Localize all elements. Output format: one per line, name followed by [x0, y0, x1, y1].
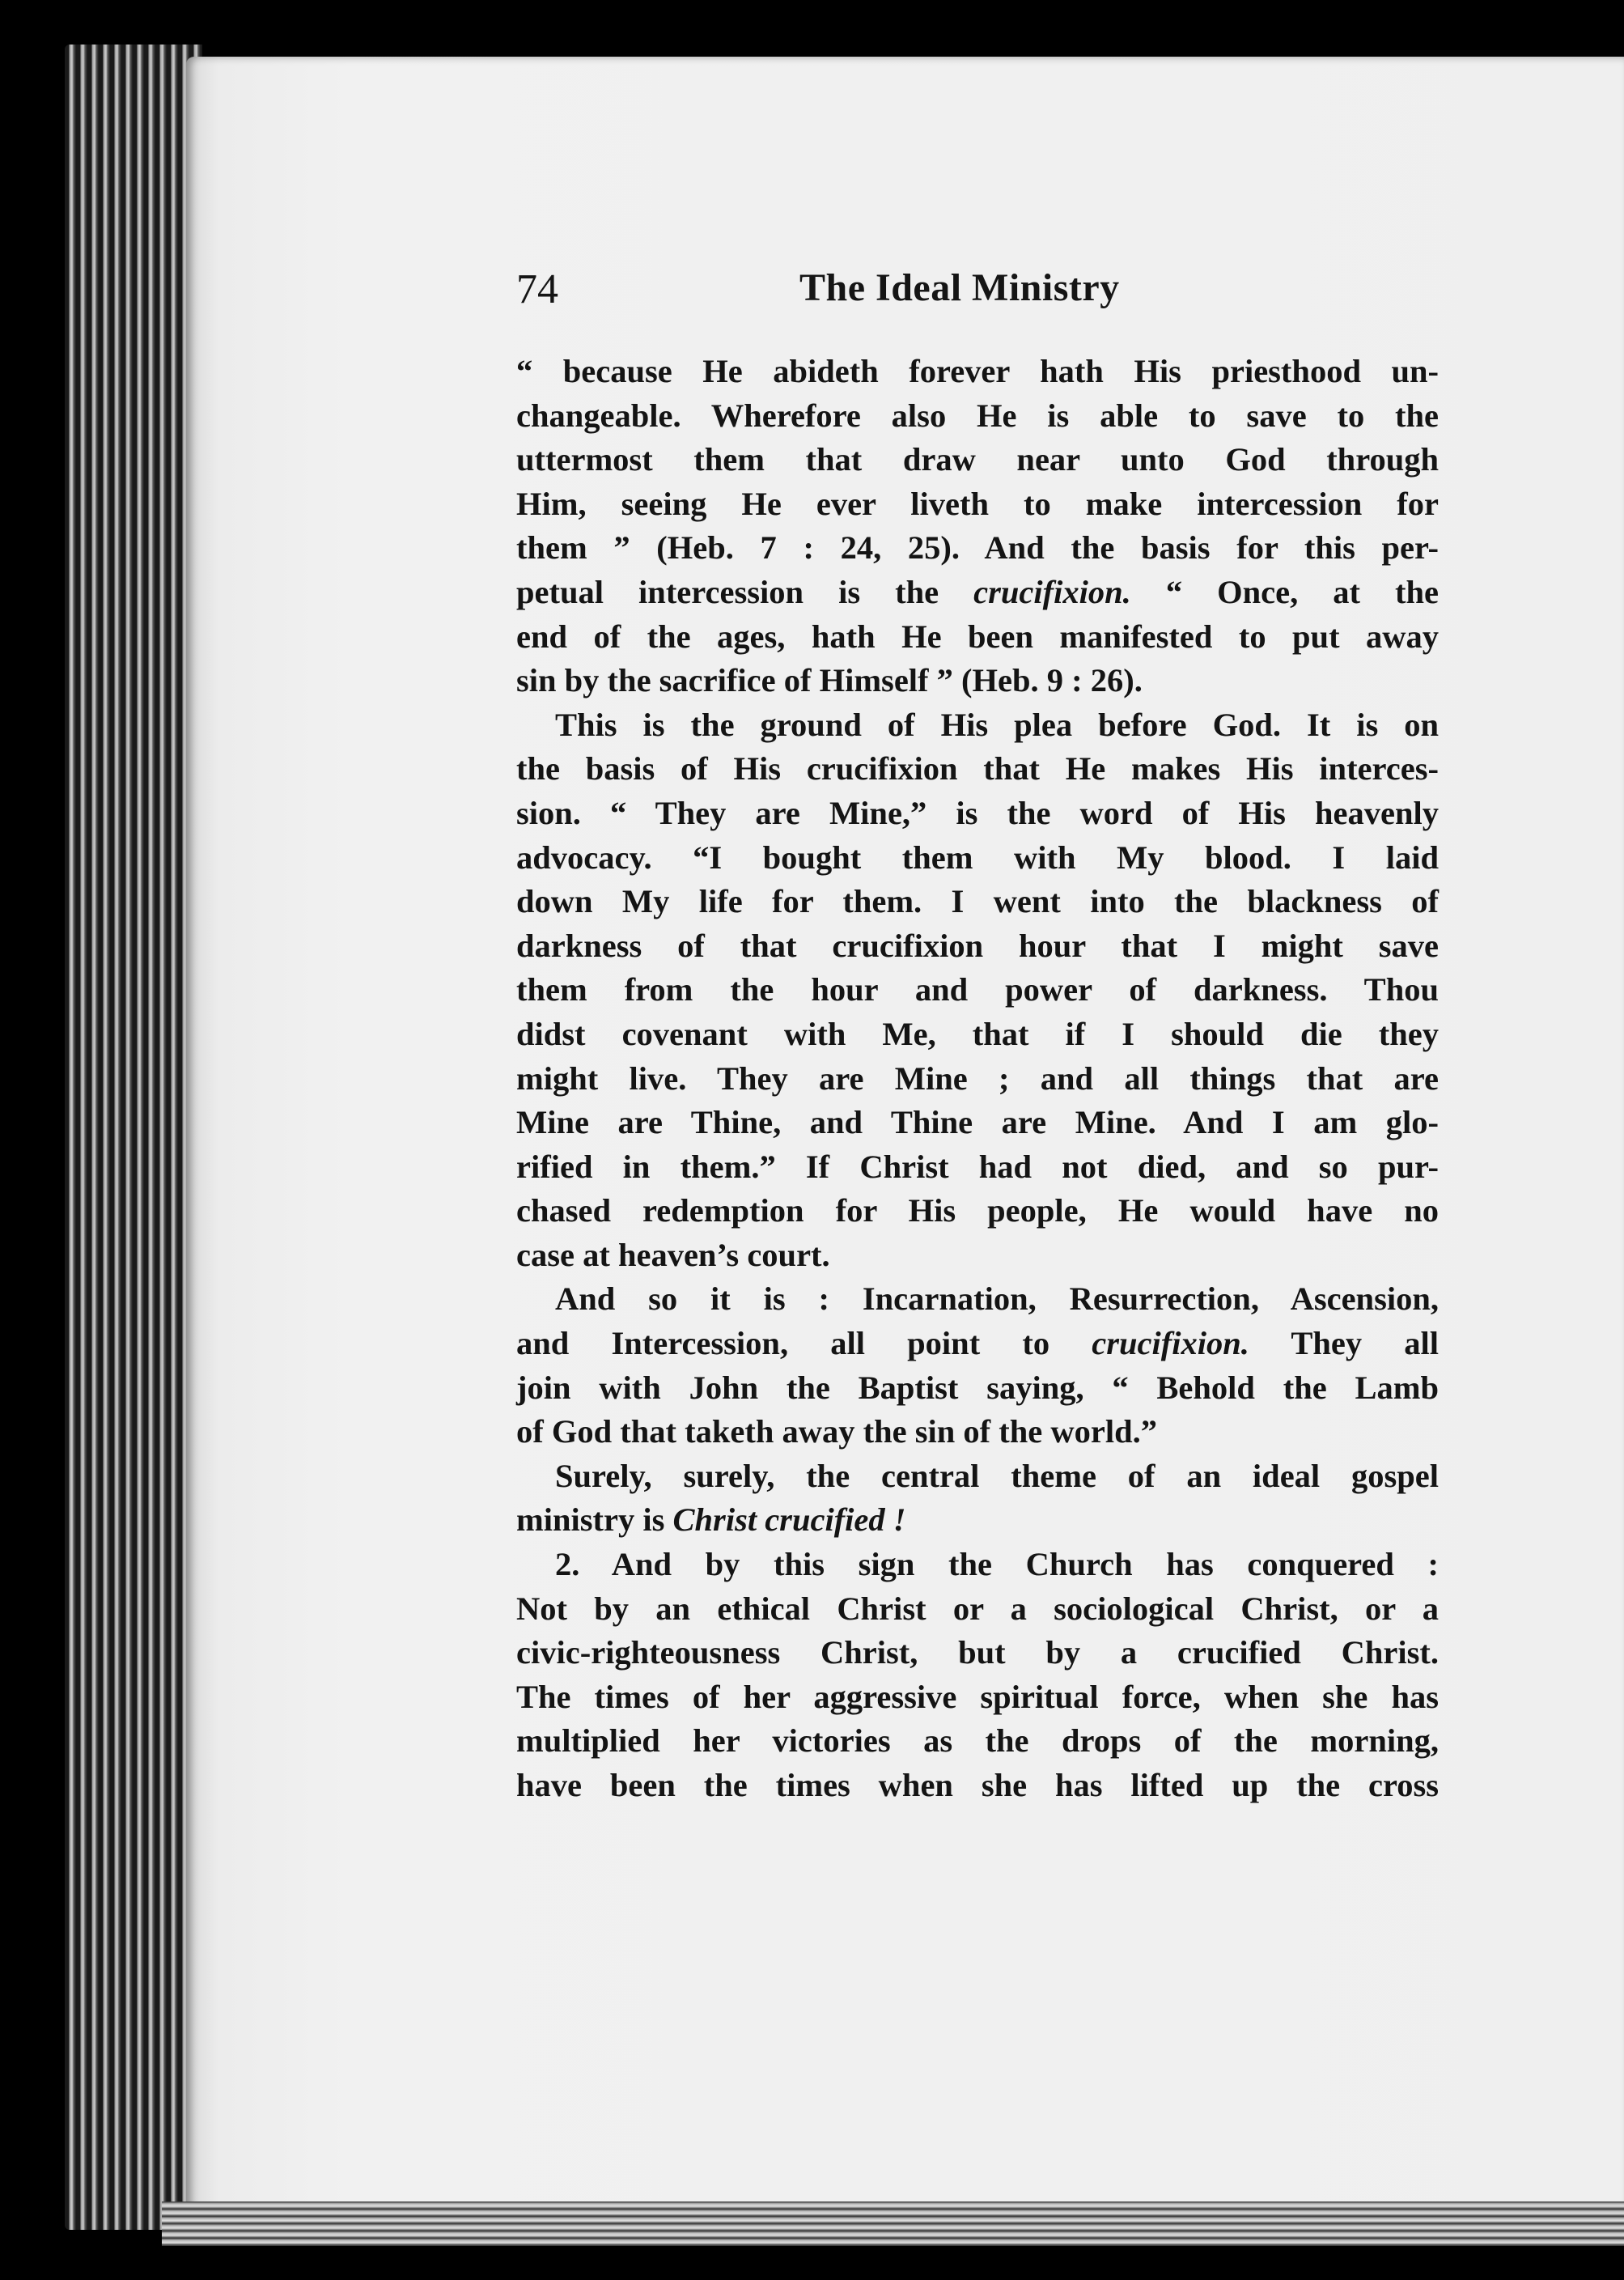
running-head	[516, 265, 1447, 322]
text-segment: They all	[1249, 1325, 1439, 1362]
text-segment: And so it is : Incarnation, Resurrection, Ascension,	[555, 1280, 1439, 1318]
text-segment: have been the times when she has lifted up the cross	[516, 1767, 1439, 1803]
text-line	[516, 1366, 1439, 1411]
text-line	[516, 394, 1439, 439]
italic-text: Christ crucified !	[672, 1501, 906, 1539]
text-segment: end of the ages, hath He been manifested to put away	[516, 618, 1439, 655]
text-segment: This is the ground of His plea before God. It is on	[555, 706, 1439, 743]
italic-text: crucifixion.	[1092, 1325, 1249, 1362]
book-page-edges	[65, 45, 202, 2230]
text-line	[516, 1719, 1439, 1764]
text-segment: join with John the Baptist saying, “ Behold the Lamb	[516, 1369, 1439, 1406]
text-line	[516, 1233, 1439, 1278]
text-line	[516, 1410, 1439, 1454]
text-segment: of God that taketh away the sin of the world.”	[516, 1413, 1158, 1450]
text-segment: them from the hour and power of darkness. Thou	[516, 971, 1439, 1008]
text-line	[516, 1277, 1439, 1322]
text-line	[516, 1543, 1439, 1587]
text-segment: civic-righteousness Christ, but by a crucified Christ.	[516, 1634, 1439, 1671]
text-line	[516, 747, 1439, 792]
text-segment: 2. And by this sign the Church has conquered :	[555, 1546, 1439, 1583]
text-line	[516, 924, 1439, 969]
text-line	[516, 1587, 1439, 1632]
text-segment: them ” (Heb. 7 : 24, 25). And the basis for this per-	[516, 529, 1439, 567]
text-segment: changeable. Wherefore also He is able to save to the	[516, 397, 1439, 434]
text-line	[516, 880, 1439, 924]
text-line	[516, 1057, 1439, 1102]
text-line	[516, 836, 1439, 881]
italic-text: crucifixion.	[973, 573, 1131, 610]
text-segment: down My life for them. I went into the blackness of	[516, 883, 1439, 920]
text-segment: Surely, surely, the central theme of an ideal gospel	[555, 1457, 1439, 1494]
text-line	[516, 482, 1439, 527]
text-segment: might live. They are Mine ; and all things that are	[516, 1059, 1439, 1097]
book-bottom-edge	[162, 2201, 1624, 2246]
text-segment: ministry is	[516, 1501, 673, 1539]
text-segment: sion. “ They are Mine,” is the word of His heavenly	[516, 794, 1439, 831]
text-segment: uttermost them that draw near unto God through	[516, 441, 1439, 478]
text-line	[516, 526, 1439, 571]
text-segment: Not by an ethical Christ or a sociological Christ, or a	[516, 1590, 1439, 1627]
text-line	[516, 1189, 1439, 1233]
text-segment: petual intercession is the	[516, 573, 974, 610]
text-segment: The times of her aggressive spiritual force, when she has	[516, 1678, 1439, 1715]
text-line	[516, 792, 1439, 836]
text-segment: chased redemption for His people, He would have no	[516, 1192, 1439, 1229]
text-segment: Mine are Thine, and Thine are Mine. And I am glo-	[516, 1104, 1439, 1141]
text-line	[516, 1322, 1439, 1366]
text-line	[516, 615, 1439, 660]
text-segment: rified in them.” If Christ had not died, and so pur-	[516, 1148, 1439, 1185]
text-line	[516, 1631, 1439, 1675]
text-segment: multiplied her victories as the drops of the morning,	[516, 1722, 1439, 1760]
text-line	[516, 571, 1439, 615]
text-segment: and Intercession, all point to	[516, 1325, 1092, 1362]
text-line	[516, 968, 1439, 1013]
text-line	[516, 703, 1439, 748]
text-segment: the basis of His crucifixion that He makes His interces-	[516, 750, 1439, 788]
text-segment: case at heaven’s court.	[516, 1236, 830, 1273]
text-line	[516, 1013, 1439, 1057]
text-line	[516, 1764, 1439, 1808]
text-line	[516, 1101, 1439, 1145]
body-text	[516, 350, 1439, 1808]
text-line	[516, 1498, 1439, 1543]
text-line	[516, 1454, 1439, 1499]
running-title: The Ideal Ministry	[799, 266, 1120, 309]
text-segment: darkness of that crucifixion hour that I might save	[516, 927, 1439, 964]
text-line	[516, 438, 1439, 482]
text-segment: Him, seeing He ever liveth to make intercession for	[516, 485, 1439, 522]
text-segment: advocacy. “I bought them with My blood. I laid	[516, 839, 1439, 876]
text-line	[516, 1675, 1439, 1720]
text-line	[516, 350, 1439, 394]
page-number: 74	[516, 266, 558, 312]
text-segment: “ because He abideth forever hath His priesthood un-	[516, 353, 1439, 389]
text-segment: didst covenant with Me, that if I should die they	[516, 1015, 1439, 1052]
text-line	[516, 1145, 1439, 1190]
text-segment: sin by the sacrifice of Himself ” (Heb. 9 : 26).	[516, 662, 1143, 699]
text-segment: “ Once, at the	[1130, 573, 1439, 610]
text-line	[516, 659, 1439, 703]
